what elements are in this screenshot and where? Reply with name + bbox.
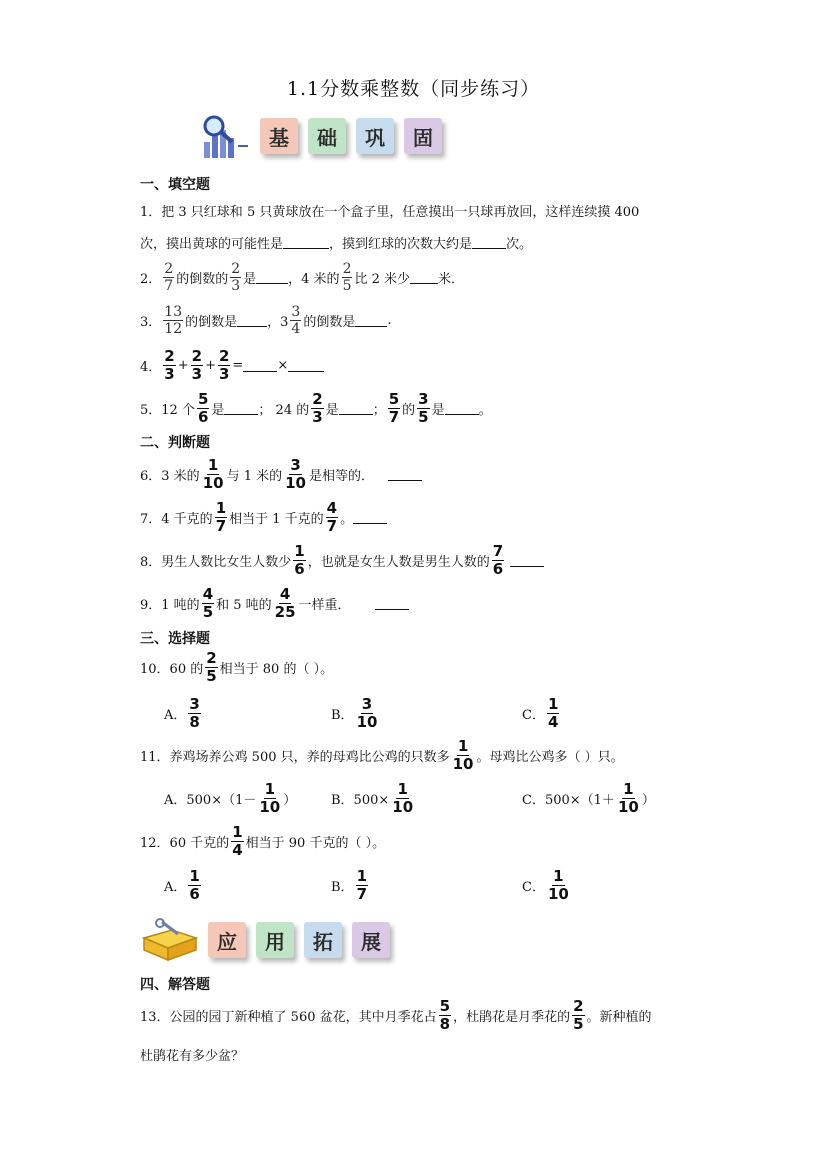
answer-blank[interactable]: [472, 236, 506, 249]
answer-blank[interactable]: [243, 359, 277, 372]
section-fill-blank: 一、填空题: [140, 177, 210, 193]
fraction: $\frac{2}{5}$: [206, 649, 217, 685]
fraction: $\frac{1}{10}$: [452, 737, 474, 773]
q7-text: 。: [340, 512, 354, 527]
option-c[interactable]: [522, 697, 561, 730]
question-7: [140, 501, 387, 534]
option-b[interactable]: [331, 697, 380, 730]
q11-text: 。母鸡比公鸡多（ ）只。: [476, 750, 624, 765]
fraction: $\frac{2}{3}$: [164, 347, 175, 383]
q7-text: 4 千克的: [161, 512, 213, 527]
q12-text: 12．60 千克的: [140, 836, 230, 851]
fraction: $\frac{1}{6}$: [294, 542, 305, 578]
fraction: $\frac{2}{7}$: [164, 261, 174, 294]
q11-text: 11．养鸡场养公鸡 500 只，养的母鸡比公鸡的只数多: [140, 750, 450, 765]
fraction: $\frac{5}{8}$: [439, 997, 451, 1033]
option-a[interactable]: [164, 697, 203, 730]
option-label: B．: [331, 708, 354, 723]
q3-text: ，3: [267, 315, 289, 330]
fraction: $\frac{13}{12}$: [164, 304, 183, 337]
fraction: $\frac{3}{8}$: [189, 695, 200, 731]
question-11: [140, 739, 624, 772]
fraction: $\frac{5}{7}$: [388, 390, 400, 426]
option-text: ）: [641, 793, 655, 808]
answer-blank[interactable]: [355, 314, 387, 327]
q3-text: 的倒数是: [185, 315, 238, 330]
q5-text: 是: [325, 403, 339, 418]
fraction: $\frac{1}{6}$: [189, 867, 200, 903]
times-sign: ×: [277, 358, 289, 373]
section-multiple-choice: 三、选择题: [140, 631, 210, 647]
fraction: $\frac{3}{10}$: [285, 456, 306, 492]
magnifier-chart-icon: [198, 112, 250, 160]
q2-text: 的倒数的: [176, 272, 229, 287]
section-true-false: 二、判断题: [140, 435, 210, 451]
q1-text-b: ，摸到红球的次数大约是: [329, 237, 473, 252]
banner-tile-zhan: 展: [352, 922, 390, 958]
banner-tile-ying: 应: [208, 922, 246, 958]
question-number: 5．: [140, 403, 162, 418]
fraction: $\frac{1}{7}$: [356, 867, 367, 903]
banner-basic-consolidation: [198, 112, 452, 160]
option-c[interactable]: [522, 782, 655, 815]
fraction: $\frac{1}{10}$: [392, 780, 414, 816]
option-a[interactable]: [164, 869, 203, 902]
q5-text: 是: [431, 403, 445, 418]
answer-blank[interactable]: [339, 402, 373, 415]
fraction: $\frac{3}{5}$: [418, 390, 429, 426]
question-1-line1: 1．把 3 只红球和 5 只黄球放在一个盒子里，任意摸出一只球再放回，这样连续摸 400: [140, 205, 640, 220]
question-1-line2: [140, 233, 532, 252]
fraction: $\frac{1}{10}$: [617, 780, 639, 816]
answer-blank[interactable]: [353, 511, 387, 524]
q2-text: ，4 米的: [288, 272, 340, 287]
fraction: $\frac{5}{6}$: [197, 390, 209, 426]
fraction: $\frac{1}{7}$: [215, 499, 227, 535]
fraction: $\frac{1}{4}$: [547, 695, 559, 731]
q6-text: 3 米的: [161, 469, 200, 484]
fraction: $\frac{3}{4}$: [291, 304, 301, 337]
question-5: [140, 392, 492, 425]
fraction: $\frac{2}{3}$: [191, 347, 203, 383]
q8-text: 男生人数比女生人数少: [161, 555, 292, 570]
answer-blank[interactable]: [445, 402, 479, 415]
page-title: 1.1分数乘整数（同步练习）: [286, 78, 541, 100]
question-number: 7．: [140, 512, 162, 527]
answer-blank[interactable]: [410, 271, 438, 284]
question-number: 2．: [140, 272, 162, 287]
option-b[interactable]: [331, 869, 370, 902]
answer-blank[interactable]: [256, 271, 288, 284]
fraction: $\frac{2}{5}$: [342, 261, 352, 294]
q9-text: 1 吨的: [161, 598, 200, 613]
plus-sign: +: [205, 358, 216, 373]
option-a[interactable]: [164, 782, 296, 815]
option-label: A．: [164, 708, 187, 723]
banner-application-extension: [138, 918, 400, 962]
q1-text-c: 次。: [506, 237, 533, 252]
option-label: C．: [522, 708, 545, 723]
banner-tile-yong: 用: [256, 922, 294, 958]
fraction: $\frac{3}{10}$: [356, 695, 378, 731]
q5-text: 是: [211, 403, 225, 418]
q5-text: ； 24 的: [258, 403, 310, 418]
equals-sign: =: [232, 358, 244, 373]
option-label: B．500×: [331, 793, 390, 808]
fraction: $\frac{4}{5}$: [202, 585, 214, 621]
answer-blank[interactable]: [224, 402, 258, 415]
option-label: C．: [522, 880, 545, 895]
section-solve: 四、解答题: [140, 977, 210, 993]
option-label: B．: [331, 880, 354, 895]
q13-text: 13．公园的园丁新种植了 560 盆花，其中月季花占: [140, 1010, 437, 1025]
fraction: $\frac{7}{6}$: [492, 542, 504, 578]
q13-text: 。新种植的: [586, 1010, 652, 1025]
question-2: [140, 262, 464, 293]
q8-text: ，也就是女生人数是男生人数的: [307, 555, 490, 570]
question-6: [140, 458, 422, 491]
option-b[interactable]: [331, 782, 416, 815]
question-number: 4．: [140, 360, 162, 375]
q1-text-a: 次，摸出黄球的可能性是: [140, 237, 284, 252]
option-c[interactable]: [522, 869, 572, 902]
q2-text: 米．: [438, 272, 465, 287]
fraction: $\frac{2}{3}$: [312, 390, 323, 426]
question-12: [140, 825, 385, 858]
answer-blank[interactable]: [388, 468, 422, 481]
answer-blank[interactable]: [237, 314, 267, 327]
question-number: 8．: [140, 555, 162, 570]
toolbox-icon: [138, 918, 200, 962]
question-8: [140, 544, 544, 577]
q2-text: 比 2 米少: [354, 272, 411, 287]
fraction: $\frac{1}{10}$: [202, 456, 224, 492]
answer-blank[interactable]: [510, 554, 544, 567]
q10-text: 相当于 80 的（ ）。: [219, 662, 334, 677]
question-4: [140, 349, 324, 382]
q13-text: ，杜鹃花是月季花的: [453, 1010, 571, 1025]
fraction: $\frac{2}{3}$: [231, 261, 241, 294]
q3-text: 的倒数是: [303, 315, 356, 330]
fraction: $\frac{2}{5}$: [573, 997, 584, 1033]
banner-tile-chu: 础: [308, 118, 346, 154]
option-label: A．500×（1－: [164, 793, 257, 808]
answer-blank[interactable]: [288, 359, 324, 372]
banner-tile-gu: 固: [404, 118, 442, 154]
fraction: $\frac{1}{10}$: [547, 867, 569, 903]
question-number: 9．: [140, 598, 162, 613]
banner-tile-gong: 巩: [356, 118, 394, 154]
q12-text: 相当于 90 千克的（ ）。: [245, 836, 386, 851]
question-number: 3．: [140, 315, 162, 330]
q2-text: 是: [243, 272, 257, 287]
q5-text: 。: [478, 403, 492, 418]
fraction: $\frac{4}{25}$: [274, 585, 296, 621]
option-label: A．: [164, 880, 187, 895]
option-label: C．500×（1＋: [522, 793, 615, 808]
fraction: $\frac{1}{10}$: [259, 780, 281, 816]
fraction: $\frac{4}{7}$: [326, 499, 338, 535]
answer-blank[interactable]: [283, 236, 329, 249]
q6-text: 是相等的．: [308, 469, 374, 484]
fraction: $\frac{2}{3}$: [218, 347, 230, 383]
banner-tile-tuo: 拓: [304, 922, 342, 958]
banner-tile-ji: 基: [260, 118, 298, 154]
q7-text: 相当于 1 千克的: [229, 512, 324, 527]
fraction: $\frac{1}{4}$: [232, 823, 243, 859]
q5-text: 的: [402, 403, 416, 418]
plus-sign: +: [177, 358, 189, 373]
q5-text: ；: [372, 403, 386, 418]
q3-text: .: [387, 313, 392, 328]
option-text: ）: [283, 793, 297, 808]
question-number: 6．: [140, 469, 162, 484]
question-9: [140, 587, 409, 620]
question-13-line1: [140, 999, 652, 1032]
question-10: [140, 651, 333, 684]
q9-text: 一样重．: [298, 598, 351, 613]
q9-text: 和 5 吨的: [216, 598, 272, 613]
q5-text: 12 个: [161, 403, 195, 418]
q6-text: 与 1 米的: [226, 469, 283, 484]
question-3: [140, 305, 391, 336]
answer-blank[interactable]: [375, 597, 409, 610]
q10-text: 10．60 的: [140, 662, 204, 677]
question-13-line2: 杜鹃花有多少盆？: [140, 1049, 245, 1064]
